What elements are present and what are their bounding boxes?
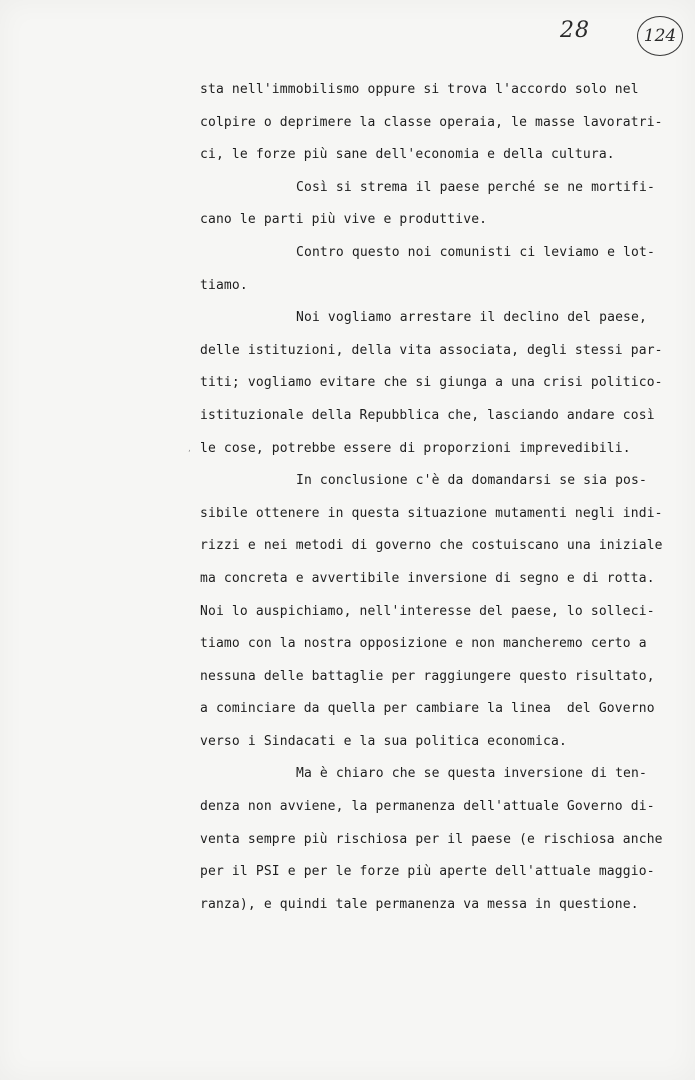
text-line: titi; vogliamo evitare che si giunga a una crisi politico- bbox=[200, 375, 663, 391]
text-line: Noi vogliamo arrestare il declino del paese, bbox=[296, 310, 647, 326]
text-line: le cose, potrebbe essere di proporzioni imprevedibili. bbox=[200, 440, 631, 456]
handwritten-page-number: 28 bbox=[560, 18, 590, 43]
text-line: ranza), e quindi tale permanenza va messa in questione. bbox=[200, 896, 639, 912]
text-line: delle istituzioni, della vita associata, degli stessi par- bbox=[200, 342, 663, 358]
text-line: Noi lo auspichiamo, nell'interesse del paese, lo solleci- bbox=[200, 603, 655, 619]
text-line: colpire o deprimere la classe operaia, le masse lavoratri- bbox=[200, 114, 663, 130]
text-line: Ma è chiaro che se questa inversione di ten- bbox=[296, 766, 647, 782]
text-line: verso i Sindacati e la sua politica economica. bbox=[200, 733, 567, 749]
text-line: Così si strema il paese perché se ne mortifi- bbox=[296, 179, 655, 195]
text-line: denza non avviene, la permanenza dell'attuale Governo di- bbox=[200, 799, 655, 815]
text-line: sta nell'immobilismo oppure si trova l'accordo solo nel bbox=[200, 82, 639, 97]
text-line: Contro questo noi comunisti ci leviamo e lot- bbox=[296, 244, 655, 260]
text-line: ci, le forze più sane dell'economia e della cultura. bbox=[200, 147, 615, 163]
text-line: cano le parti più vive e produttive. bbox=[200, 212, 488, 228]
text-line: rizzi e nei metodi di governo che costuiscano una iniziale bbox=[200, 538, 663, 554]
stray-mark: , bbox=[188, 444, 191, 454]
text-line: per il PSI e per le forze più aperte dell'attuale maggio- bbox=[200, 864, 655, 880]
text-line: sibile ottenere in questa situazione mutamenti negli indi- bbox=[200, 505, 663, 521]
text-line: a cominciare da quella per cambiare la linea del Governo bbox=[200, 701, 655, 717]
typed-text-body bbox=[200, 74, 663, 921]
text-line: In conclusione c'è da domandarsi se sia pos- bbox=[296, 473, 647, 489]
text-line: ma concreta e avvertibile inversione di segno e di rotta. bbox=[200, 570, 655, 586]
text-line: istituzionale della Repubblica che, lasciando andare così bbox=[200, 407, 655, 423]
text-line: venta sempre più rischiosa per il paese (e rischiosa anche bbox=[200, 831, 663, 847]
text-line: tiamo con la nostra opposizione e non mancheremo certo a bbox=[200, 636, 647, 652]
text-line: nessuna delle battaglie per raggiungere questo risultato, bbox=[200, 668, 655, 684]
text-line: tiamo. bbox=[200, 277, 248, 293]
archive-stamp: 124 bbox=[637, 16, 683, 56]
